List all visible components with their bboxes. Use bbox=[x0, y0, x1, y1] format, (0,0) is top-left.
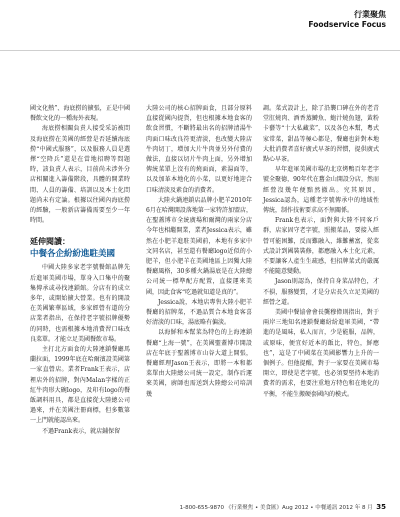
paragraph: 海底撈相關負責人接受采訪被問及海底撈在美國的經營是否延續海底撈“中國式服務”，以及服務人員是選擇“空降兵”還是在當地招聘等問題時，該負責人表示，目前尚未涉外分店相關進入籌備階段，具體的開業時間、人員的籌備、培訓以及本土化問題尚未有定論。根據以往國內海底撈的經驗，一般新店籌備需要至少一年時間。 bbox=[30, 125, 130, 225]
paragraph: 調。菜式設計上，除了沿襲口碑在外的老青堂肛燒肉、酒香蒸鰣魚、鮑汁燒魚翅，黃粉卡藝等“十大私藏菜”，以及各色本幫，粵式家常菜，甜品等極心都是，餐廳也針對本地大批消費者喜好廣式早茶的習慣，提供廣式點心早茶。 bbox=[263, 105, 379, 164]
paragraph: 大陸火鍋連鎖店品牌小肥羊2010年6月在哈灣開設落地第一家特許加盟店，在聖蓋博市全統廣場和爾灣的兩家分店今年也相繼開業，業者Jessica表示，雖然在小肥羊進駐美國前，本地有多家中文同名店，甚至還有餐廳logo近似的小肥羊，但小肥羊在美國地區上因獨大陸餐廳風格，30多種火鍋湯底是在大陸總公司統一標準配方配置，直接運來美國，因此食客“吃過就知道是真的”。 bbox=[146, 196, 252, 296]
section-header bbox=[308, 10, 386, 30]
paragraph: 主打北方面食的大陸連鎖餐廳馬蘭拉面，1999年底在哈爾濱設美國第一家直營店。業者Frank王表示，店裡店外的招牌，對內Malan字樣的正紅牛肉形大碗logo，及印有logo的餐飯調料用具，都是直接從大陸總公司過來，并在美國注冊商標，但多數第一上門就能認出來。 bbox=[30, 346, 130, 425]
paragraph: 不過Frank表示，就店鋪保留 bbox=[42, 427, 121, 435]
header-divider bbox=[0, 50, 400, 51]
paragraph: 美國中餐協會會長龔穆偉則指出，對于兩岸三地知名連鎖餐廳紛紛進軍美國，“帶進的是風味，私人而言，少是能服，品牌，或原味，便宜好近本的飯比，特色，鮮應也”，這是了中國菜在美國影響力上升的一個例子。但他提醒，對于一家要在美國市場開立，即使是老字號，也必須要堅持本地消費者的需求，也要注重地方特色和在地化的平衡，不能生搬硬套國內的模式。 bbox=[263, 309, 379, 398]
footer-text: 1-800-655-9870 《行業聚焦 • 美食匯》Aug 2012 • 中餐通訊 2012 年 8 月 bbox=[179, 505, 373, 511]
related-reading-label: 延伸閱讀： bbox=[30, 237, 70, 247]
article-subtitle: 中餐各企紛紛進駐美國 bbox=[30, 249, 116, 260]
paragraph: 大陸公司的核心招牌面食，且部分原料直接從國內提貨，但也根據本地食客的飲食習慣，不斷將最出名的招牌清湯牛肉面口味改良符更清淡，也改變大陸店牛肉切丁，增加大片牛肉並另外付費的做法，直接以切片牛肉上面，另外增加傳統菜單上沒有的燒面面，素湯面等，以及加革本地化的小菜，以更好地迎合口味清淡及素食的消費者。 bbox=[146, 105, 252, 194]
article-column-1 bbox=[30, 104, 130, 437]
paragraph: 國文化熱”、海底撈的擴張，正是中國餐飲文化的一種海外表現。 bbox=[30, 105, 130, 123]
paragraph: Jessica說，本地店專售大陸小肥羊餐廳的招牌菜，不過品質合本地食客喜好清淡的口味，湯底略有偏淡。 bbox=[146, 298, 252, 327]
paragraph: Jason則認為，保持自身菜品特色，才不損，服務變質，才是分店長久立足美國的經營之道。 bbox=[263, 278, 379, 306]
page-footer bbox=[180, 503, 386, 511]
article-column-2 bbox=[146, 104, 252, 400]
page-number: 35 bbox=[376, 503, 386, 511]
paragraph: Frank也表示，面對與大陸不同客戶群，店家固守老字號，照搬菜品，要接入經營可能困難，反而難融入，維難蓄富，從菜式設計到國裝裝修，都應融入本土化元素，不要讓客人產生生疏感，但招牌菜式的嚴厲不能隨意變動。 bbox=[263, 217, 379, 276]
paragraph: 以海鮮和本幫菜為特色的上海連鎖餐廳“上海一號”，在美國聖蓋博市開設店在年底于聖蓋博市山谷大道上開張，餐廳經理Jason王表示，即將一本和都菜單由大陸總公司統一設定，制作后運來美國，廚師也需送到大陸總公司培訓幾 bbox=[146, 329, 252, 398]
paragraph: 中國大陸多家老字號餐館品牌先后進軍美國市場，單身入口集中的聚集傳承或尋找連鎖館。分店有的成立多年，或開始擴大營業。也有的開設在美國繁華區域，多家經營有道的分店業者指出，在保持老字號招牌優勢的同時，也需根據本地消費習口味改良菜單。才能立足美國餐飲市場。 bbox=[30, 264, 130, 343]
paragraph: 早年進軍美國市場的北京烤鴨百年老字號全聚德，90年代在舊金山開設分店，然而經營沒幾年便黯然撤出。究其原因，Jessica認為，這種老字號傳承中的地域性傳統，制作技術要求高不無關係。 bbox=[263, 166, 379, 215]
article-column-3 bbox=[263, 104, 379, 400]
section-title-cn: 行業聚焦 bbox=[354, 10, 386, 19]
section-title-en: Foodservice Focus bbox=[308, 20, 386, 29]
